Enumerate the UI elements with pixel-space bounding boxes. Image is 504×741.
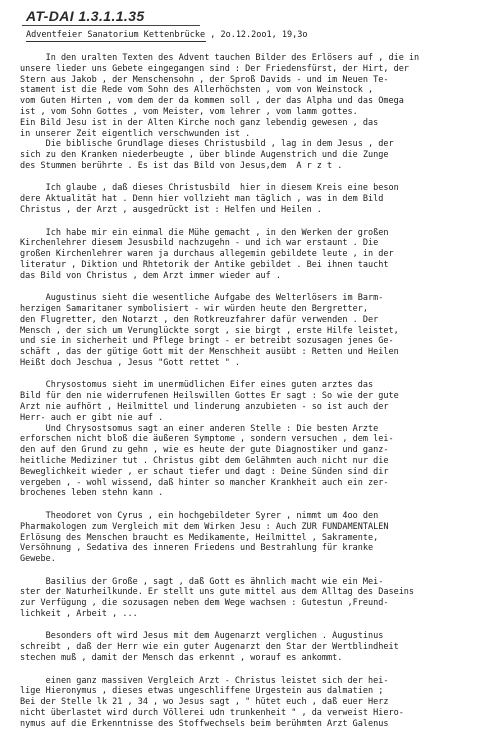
- paragraph: [20, 577, 496, 620]
- text-line: lige Hieronymus , dieses etwas ungeschliffene Urgestein aus dalmatien ;: [20, 686, 384, 697]
- text-line: Chrysostomus sieht im unermüdlichen Eifer eines guten arztes das: [20, 380, 374, 391]
- text-line: einen ganz massiven Vergleich Arzt - Christus leistet sich der hei-: [20, 675, 389, 686]
- text-line: Beweglichkeit wieder , er schaut tiefer und dagt : Deine Sünden sind dir: [20, 466, 389, 477]
- text-line: nymus auf die Erkenntnisse des Stoffwechsels beim berühmten Arzt Galenus: [20, 718, 389, 729]
- text-line: nicht überlastet wird durch Völlerei udn trunkenheit " , da verweist Hiero-: [20, 707, 404, 718]
- paragraph: [20, 183, 496, 215]
- document-body: [20, 53, 496, 741]
- text-line: Christus , der Arzt , ausgedrückt ist : Helfen und Heilen .: [20, 205, 322, 216]
- text-line: in unserer Zeit eigentlich verschwunden ist .: [20, 128, 251, 139]
- paragraph: [20, 631, 496, 663]
- text-line: den Flugretter, den Notarzt , den Rotkreuzfahrer dafür verwenden . Der: [20, 314, 379, 325]
- text-line: Herr- auch er gibt nie auf .: [20, 412, 164, 423]
- text-line: In den uralten Texten des Advent tauchen Bilder des Erlösers auf , die in: [20, 53, 420, 63]
- text-line: sich zu den Kranken niederbeugte , über blinde Augenstrich und die Zunge: [20, 150, 389, 161]
- text-line: erforschen nicht bloß die äußeren Symptome , sondern versuchen , dem lei-: [20, 434, 394, 445]
- text-line: ist , vom Sohn Gottes , vom Meister, vom lehrer , vom lamm gottes.: [20, 106, 358, 117]
- text-line: Bild für den nie widerrufenen Heilswillen Gottes Er sagt : So wie der gute: [20, 391, 399, 402]
- text-line: Besonders oft wird Jesus mit dem Augenarzt verglichen . Augustinus: [20, 631, 384, 642]
- text-line: Versöhnung , Sedativa des inneren Friedens und Bestrahlung für kranke: [20, 543, 374, 554]
- text-line: Pharmakologen zum Vergleich mit dem Wirken Jesu : Auch ZUR FUNDAMENTALEN: [20, 521, 389, 532]
- paragraph: [20, 511, 496, 565]
- text-line: Theodoret von Cyrus , ein hochgebildeter Syrer , nimmt um 4oo den: [20, 510, 379, 521]
- text-line: ster der Naturheilkunde. Er stellt uns gute mittel aus dem Alltag des Daseins: [20, 587, 415, 598]
- paragraph: [20, 293, 496, 369]
- text-line: vom Guten Hirten , vom dem der da kommen soll , der das Alpha und das Omega: [20, 96, 404, 107]
- text-line: Mensch , der sich um Verunglückte sorgt , sie birgt , erste Hilfe leistet,: [20, 325, 399, 336]
- text-line: brochenes leben stehn kann .: [20, 488, 164, 499]
- text-line: Ein Bild Jesu ist in der Alten Kirche noch ganz lebendig gewesen , das: [20, 117, 379, 128]
- text-line: stechen muß , damit der Mensch das erkennt , worauf es ankommt.: [20, 653, 343, 664]
- text-line: Die biblische Grundlage dieses Christusbild , lag in dem Jesus , der: [20, 139, 394, 150]
- document-header: Adventfeier Sanatorium Kettenbrücke , 2o.12.2oo1, 19,3o: [26, 30, 308, 40]
- text-line: Und Chrysostsomus sagt an einer anderen Stelle : Die besten Ärzte: [20, 423, 379, 434]
- text-line: dere Aktualität hat . Denn hier vollzieht man täglich , was in dem Bild: [20, 194, 384, 205]
- text-line: Bei der Stelle lk 21 , 34 , wo Jesus sagt , " hütet euch , daß euer Herz: [20, 697, 389, 708]
- text-line: unsere lieder uns Gebete eingegangen sind : Der Friedensfürst, der Hirt, der: [20, 63, 409, 74]
- text-line: zur Verfügung , die sozusagen neben dem Wege wachsen : Gutestun ,Freund-: [20, 598, 389, 609]
- text-line: den auf den Grund zu gehn , wie es heute der gute Diagnostiker und ganz-: [20, 445, 389, 456]
- text-line: Heißt doch Jeschua , Jesus "Gott rettet " .: [20, 357, 241, 368]
- text-line: heitliche Mediziner tut . Christus gibt dem Gelähmten auch nicht nur die: [20, 456, 389, 467]
- text-line: Basilius der Große , sagt , daß Gott es ähnlich macht wie ein Mei-: [20, 576, 384, 587]
- text-line: Arzt nie aufhört , Heilmittel und linderung anzubieten - so ist auch der: [20, 402, 389, 413]
- text-line: und sie in sicherheit und Pflege bringt - er betreibt sozusagen jenes Ge-: [20, 336, 394, 347]
- paragraph: [20, 228, 496, 282]
- stamp-underline: [22, 25, 200, 26]
- text-line: großen Kirchenlehrer waren ja durchaus allegemin gebildete leute , in der: [20, 249, 394, 260]
- paragraph: [20, 380, 496, 499]
- text-line: schäft , das der gütige Gott mit der Menschheit ausübt : Retten und Heilen: [20, 347, 399, 358]
- text-line: des Stummen berührte . Es ist das Bild von Jesus,dem A r z t .: [20, 160, 343, 171]
- text-line: stament ist die Rede vom Sohn des Allerhöchsten , vom von Weinstock ,: [20, 85, 374, 96]
- header-underline: [26, 41, 206, 42]
- text-line: Augustinus sieht die wesentliche Aufgabe des Welterlösers im Barm-: [20, 293, 384, 304]
- text-line: Ich glaube , daß dieses Christusbild hier in diesem Kreis eine beson: [20, 183, 399, 194]
- text-line: vergeben , - wohl wissend, daß hinter so mancher Krankheit auch ein zer-: [20, 477, 389, 488]
- text-line: Stern aus Jakob , der Menschensohn , der Sproß Davids - und im Neuen Te-: [20, 74, 389, 85]
- text-line: Kirchenlehrer diesem Jesusbild nachzugehn - und ich war erstaunt . Die: [20, 238, 379, 249]
- text-line: literatur , Diktion und Rhtetorik der Antike gebildet . Bei ihnen taucht: [20, 259, 389, 270]
- text-line: Gewebe.: [20, 554, 56, 565]
- text-line: das Bild von Christus , dem Arzt immer wieder auf .: [20, 270, 281, 281]
- text-line: Ich habe mir ein einmal die Mühe gemacht , in den Werken der großen: [20, 227, 389, 238]
- archive-stamp: AT-DAI 1.3.1.1.35: [26, 8, 145, 24]
- paragraph: [20, 53, 496, 172]
- text-line: Erlösung des Menschen braucht es Medikamente, Heilmittel , Sakramente,: [20, 532, 379, 543]
- text-line: herzigen Samaritaner symbolisiert - wir würden heute den Bergretter,: [20, 304, 368, 314]
- text-line: lichkeit , Arbeit , ...: [20, 608, 138, 619]
- text-line: schreibt , daß der Herr wie ein guter Augenarzt den Star der Wertblindheit: [20, 642, 399, 653]
- paragraph: [20, 676, 496, 730]
